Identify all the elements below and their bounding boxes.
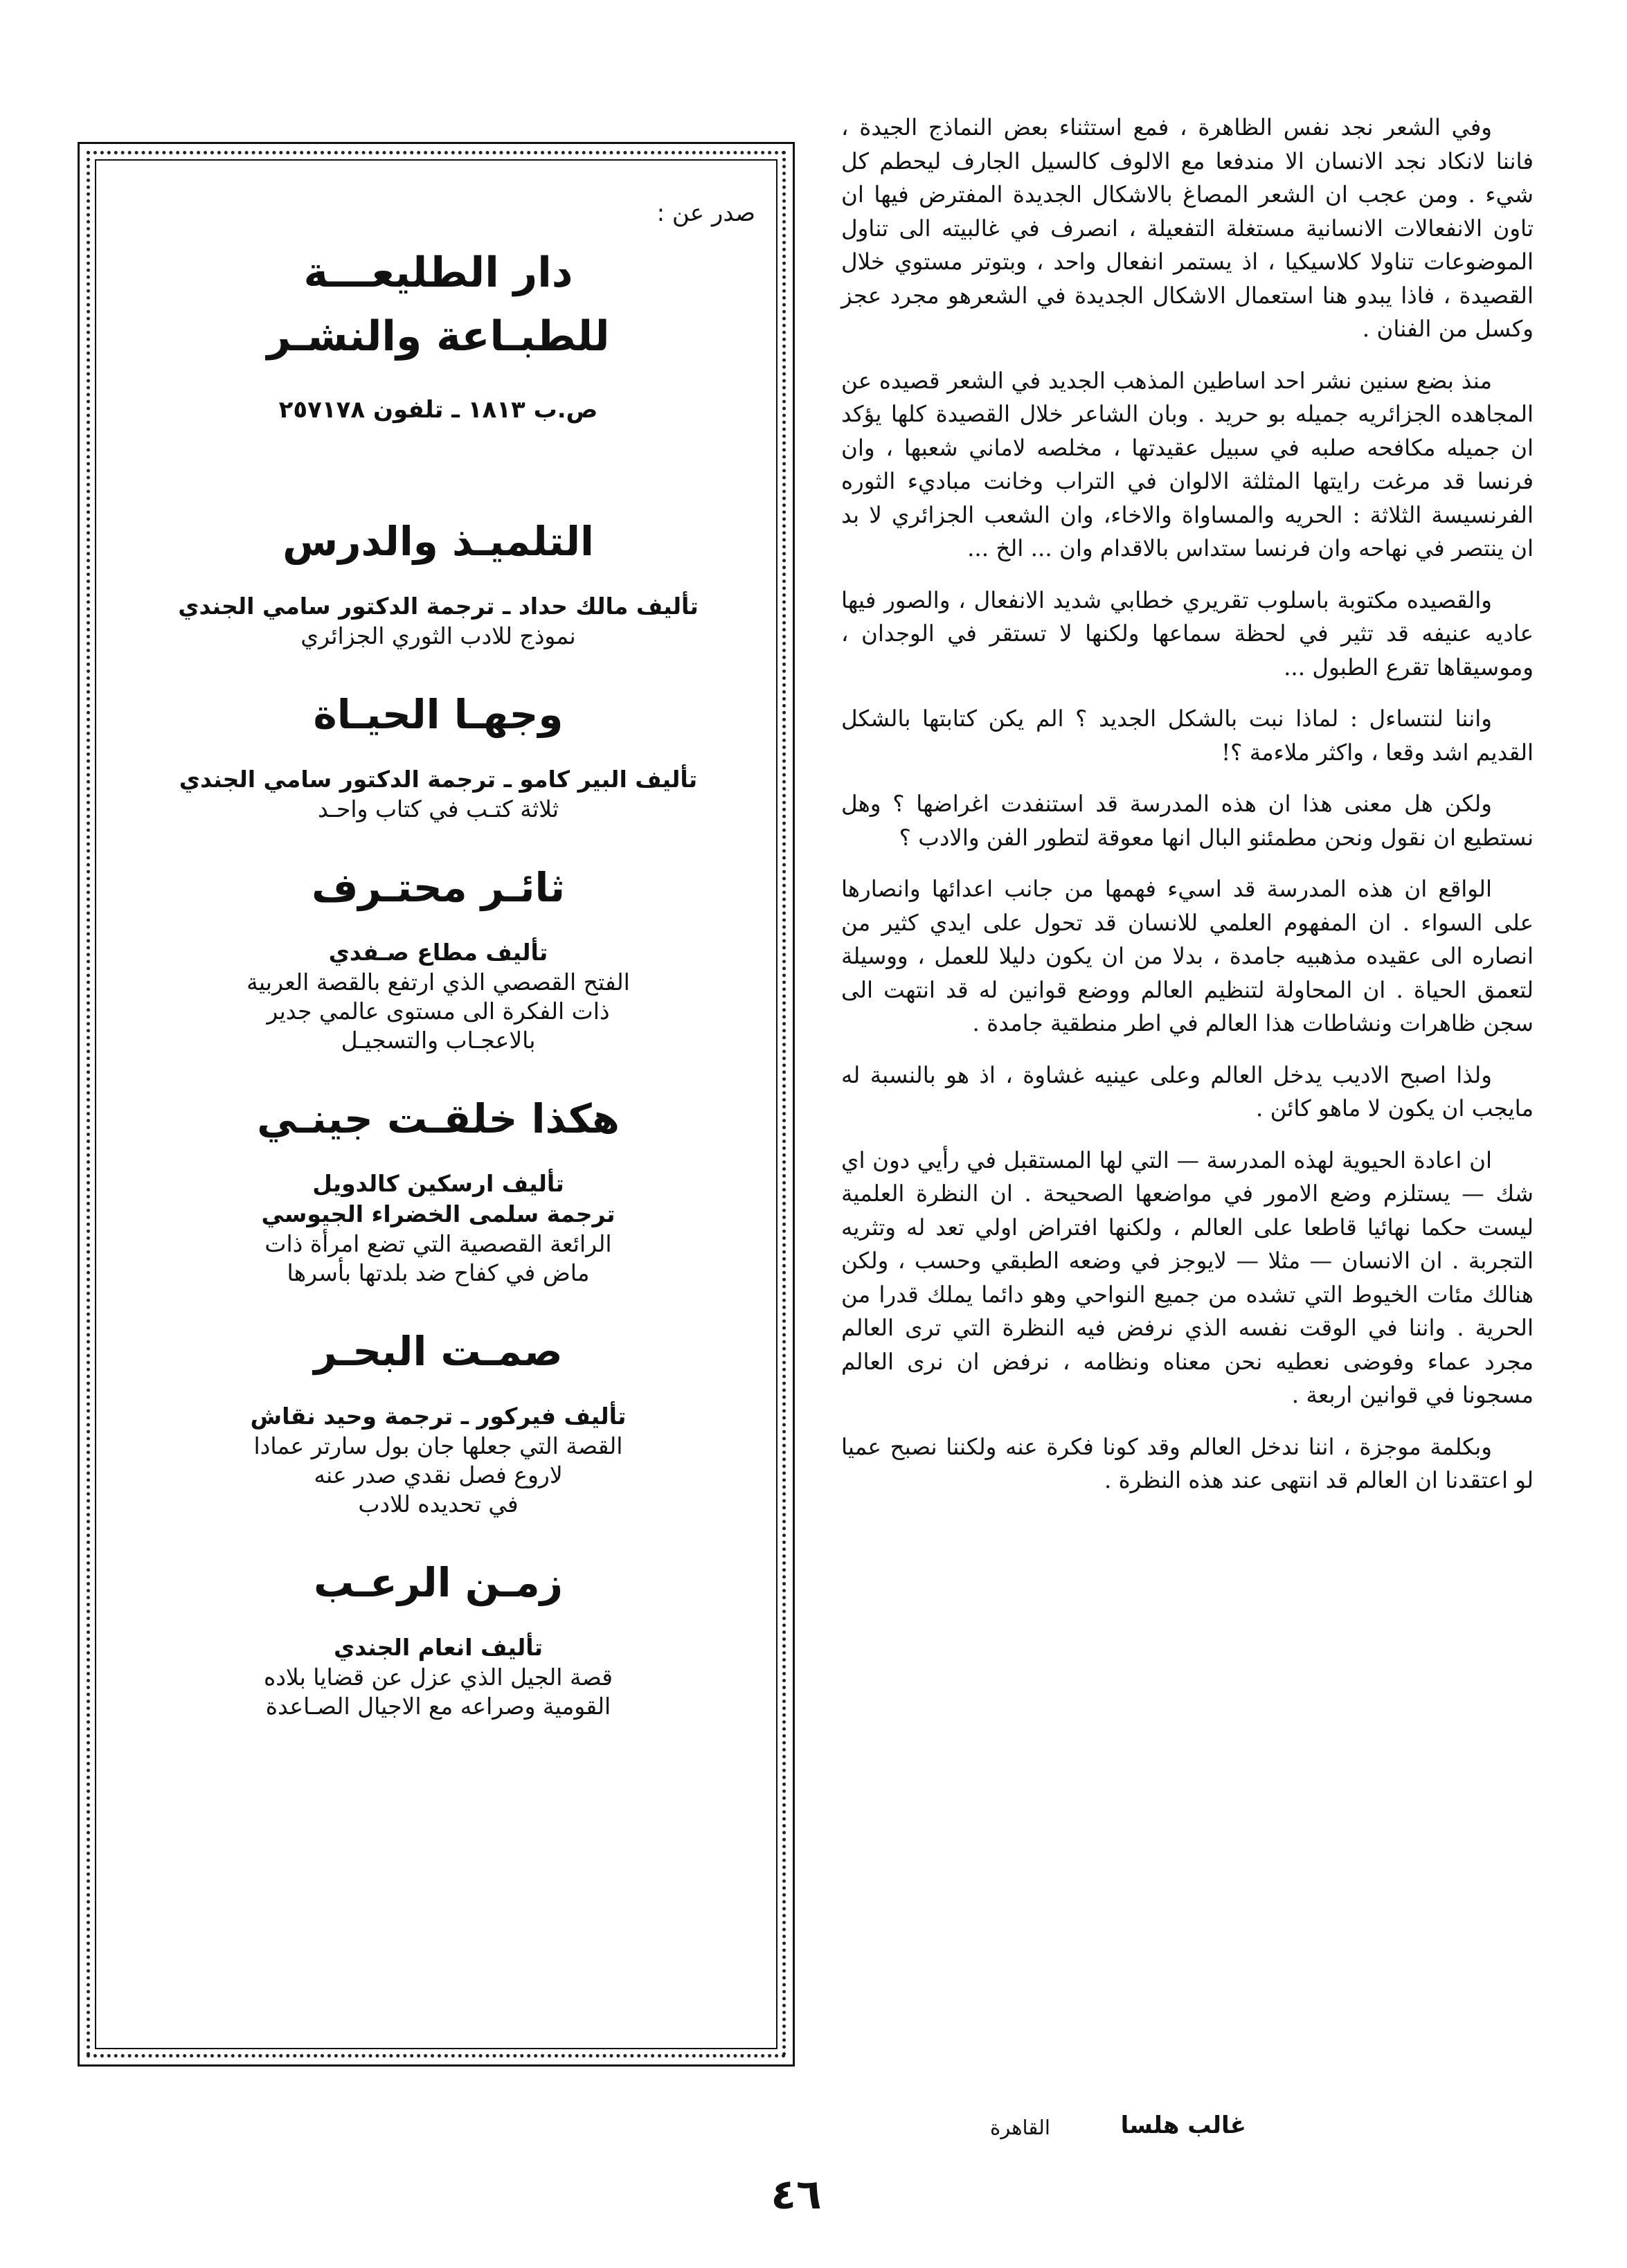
publisher-contact: ص.ب ١٨١٣ ـ تلفون ٢٥٧١٧٨ xyxy=(278,396,598,424)
book-title: ثائـر محتـرف xyxy=(311,864,566,911)
book-description: القصة التي جعلها جان بول سارتر عمادا xyxy=(253,1432,623,1459)
book-description: بالاعجـاب والتسجيـل xyxy=(341,1027,536,1054)
book-description: القومية وصراعه مع الاجيال الصـاعدة xyxy=(265,1693,611,1720)
article-signature xyxy=(990,2112,1419,2153)
book-title: زمـن الرعـب xyxy=(313,1559,564,1606)
book-description: في تحديده للادب xyxy=(358,1491,519,1518)
book-credit: تأليف البير كامو ـ ترجمة الدكتور سامي الجندي xyxy=(179,766,698,793)
book-credit: تأليف فيركور ـ ترجمة وحيد نقاش xyxy=(250,1403,627,1430)
article-paragraph: ولذا اصبح الاديب يدخل العالم وعلى عينيه غشاوة ، اذ هو بالنسبة له مايجب ان يكون لا ماهو كائن . xyxy=(841,1061,1534,1122)
book-title: صمـت البحـر xyxy=(314,1328,563,1375)
article-paragraph: ان اعادة الحيوية لهذه المدرسة — التي لها المستقبل في رأيي دون اي شك — يستلزم وضع الامور في مواضعها الصحيحة . ان النظرة العلمية ليست حكما نهائيا قاطعا على العالم ، ولكنها افتراض اولي تعد له وتثريه التجربة . ان الانسان — مثلا — لايوجز في وضعه الطبقي وحسب ، ولكن هنالك مئات الخيوط التي تشده من جميع النواحي وهو دائما يملك قدرا من الحرية . واننا في الوقت نفسه الذي نرفض فيه النظرة التي ترى العالم مجرد عماء وفوضى نعطيه نحن معناه ونظامه ، نرفض ان نرى العالم مسجونا في قوانين اربعة . xyxy=(841,1146,1534,1408)
book-description: ماض في كفاح ضد بلدتها بأسرها xyxy=(287,1259,590,1286)
book-description: الفتح القصصي الذي ارتفع بالقصة العربية xyxy=(246,969,630,996)
publisher-name-line2: للطبـاعة والنشـر xyxy=(267,312,610,361)
book-listing xyxy=(121,1324,755,1519)
advert-content xyxy=(121,199,755,1757)
publisher-advert-box xyxy=(78,142,795,2067)
article-paragraph: وبكلمة موجزة ، اننا ندخل العالم وقد كونا فكرة عنه ولكننا نصبح عميا لو اعتقدنا ان العالم قد انتهى عند هذه النظرة . xyxy=(841,1433,1534,1493)
article-author: غالب هلسا xyxy=(1120,2112,1246,2139)
article-place: القاهرة xyxy=(990,2116,1050,2139)
article-body xyxy=(841,111,1534,1515)
book-credit: تأليف مالك حداد ـ ترجمة الدكتور سامي الجندي xyxy=(178,593,699,620)
issued-by-label: صدر عن : xyxy=(656,199,755,227)
article-paragraph: الواقع ان هذه المدرسة قد اسيء فهمها من جانب اعدائها وانصارها على السواء . ان المفهوم العلمي للانسان قد تحول على ايدي كثير من انصاره الى عقيده مذهبيه جامدة ، بدلا من ان يكون دليلا للعمل ، ووسيلة لتعمق الحياة . ان المحاولة لتنظيم العالم ووضع قوانين له قد انتهت الى سجن ظاهرات ونشاطات هذا العالم في اطر منطقية جامدة . xyxy=(841,876,1534,1036)
book-listing xyxy=(121,860,755,1055)
page-number: ٤٦ xyxy=(771,2170,822,2219)
book-listing xyxy=(121,1555,755,1721)
book-description: لاروع فصل نقدي صدر عنه xyxy=(314,1461,563,1488)
book-credit: تأليف ارسكين كالدويل ترجمة سلمى الخضراء الجيوسي xyxy=(261,1170,615,1227)
book-listing xyxy=(121,514,755,651)
book-description: ثلاثة كتـب في كتاب واحـد xyxy=(317,795,559,822)
book-description: الرائعة القصصية التي تضع امرأة ذات xyxy=(264,1230,612,1257)
article-paragraph: وفي الشعر نجد نفس الظاهرة ، فمع استثناء بعض النماذج الجيدة ، فاننا لانكاد نجد الانسان الا مندفعا مع الالوف كالسيل الجارف ليحطم كل شيء . ومن عجب ان الشعر المصاغ بالاشكال الجديدة المفترض فيها ان تاون الانفعالات الانسانية مستغلة التفعيلة ، انصرف في غالبيته الى تناول الموضوعات تناولا كلاسيكيا ، اذ يستمر انفعال واحد ، وبتوتر مستوي خلال القصيدة ، فاذا يبدو هنا استعمال الاشكال الجديدة في الشعرهو مجرد عجز وكسل من الفنان . xyxy=(841,114,1534,342)
article-paragraph: والقصيده مكتوبة باسلوب تقريري خطابي شديد الانفعال ، والصور فيها عاديه عنيفه قد تثير في لحظة سماعها ولكنها لا تستقر في الوجدان ، وموسيقاها تقرع الطبول ... xyxy=(841,586,1534,681)
book-description: قصة الجيل الذي عزل عن قضايا بلاده xyxy=(263,1664,613,1691)
book-credit: تأليف انعام الجندي xyxy=(333,1634,543,1661)
book-listing xyxy=(121,1091,755,1288)
book-title: التلميـذ والدرس xyxy=(282,518,594,565)
article-paragraph: منذ بضع سنين نشر احد اساطين المذهب الجديد في الشعر قصيده عن المجاهده الجزائريه جميله بو حريد . وبان الشاعر خلال القصيدة كلها يؤكد ان جميله مكافحه صلبه في سبيل عقيدتها ، مخلصه لاماني شعبها ، وان فرنسا قد مرغت رايتها المثلثة الالوان في التراب وخانت مباديء الثوره الفرنسيسة الثلاثة : الحريه والمساواة والاخاء، وان الشعب الجزائري لا بد ان ينتصر في نهاحه وان فرنسا ستداس بالاقدام وان ... الخ ... xyxy=(841,367,1534,561)
article-paragraph: واننا لنتساءل : لماذا نبت بالشكل الجديد ؟ الم يكن كتابتها بالشكل القديم اشد وقعا ، واكثر ملاءمة ؟! xyxy=(841,705,1534,766)
article-paragraph: ولكن هل معنى هذا ان هذه المدرسة قد استنفدت اغراضها ؟ وهل نستطيع ان نقول ونحن مطمئنو البال انها معوقة لتطور الفن والادب ؟ xyxy=(841,791,1534,851)
book-description: ذات الفكرة الى مستوى عالمي جدير xyxy=(267,998,610,1025)
book-title: وجهـا الحيـاة xyxy=(313,691,564,738)
book-description: نموذج للادب الثوري الجزائري xyxy=(300,622,576,649)
book-listing xyxy=(121,687,755,824)
book-credit: تأليف مطاع صـفدي xyxy=(328,939,548,966)
book-title: هكذا خلقـت جينـي xyxy=(257,1095,620,1142)
publisher-name-line1: دار الطليعـــة xyxy=(303,249,573,297)
